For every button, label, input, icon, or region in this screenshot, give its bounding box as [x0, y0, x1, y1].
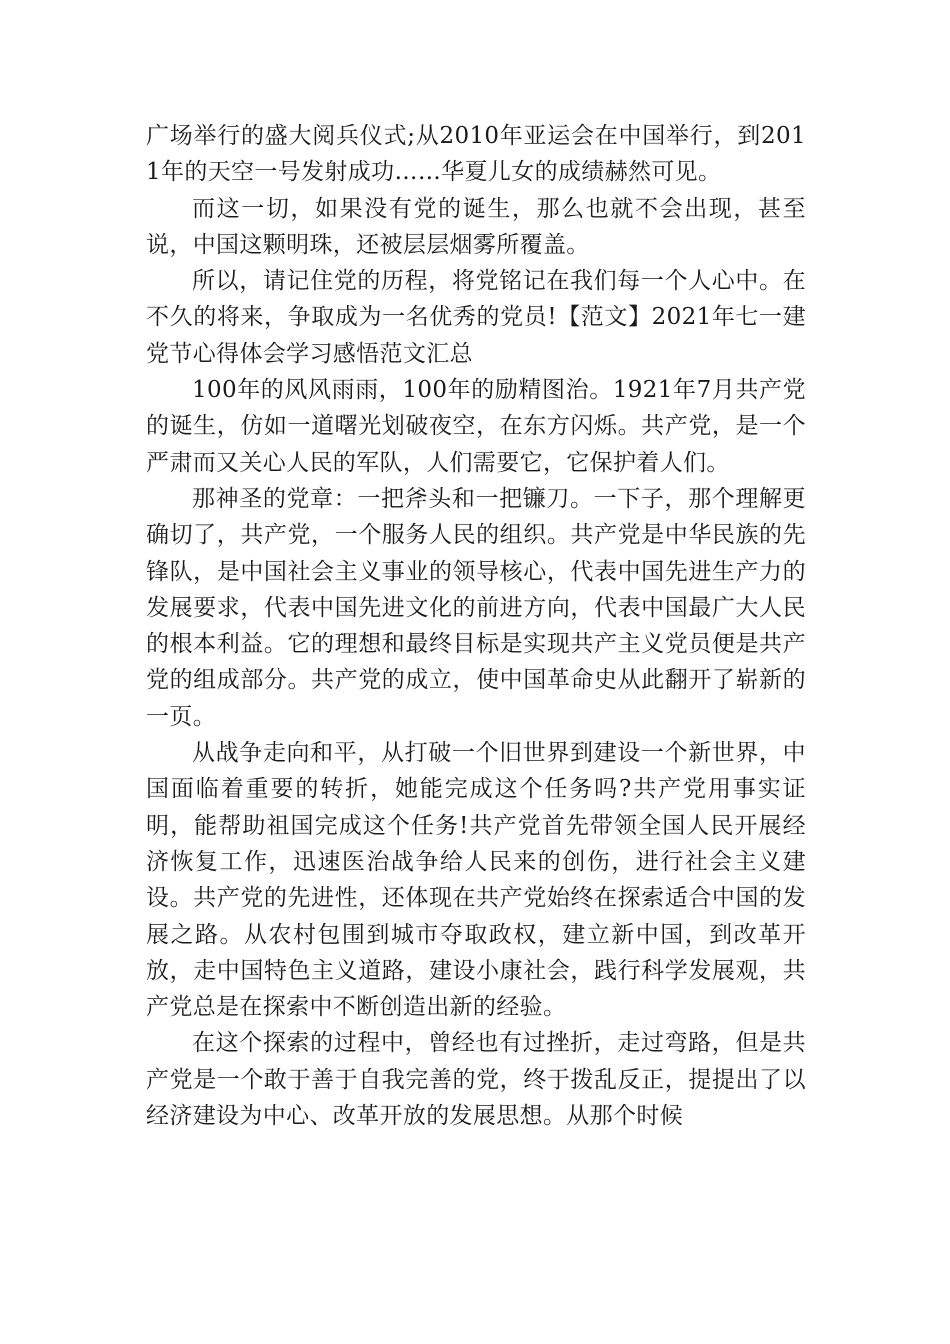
document-page [146, 118, 806, 1134]
paragraph-2: 而这一切，如果没有党的诞生，那么也就不会出现，甚至说，中国这颗明珠，还被层层烟雾所覆盖。 [146, 195, 806, 258]
paragraph-3: 所以，请记住党的历程，将党铭记在我们每一个人心中。在不久的将来，争取成为一名优秀的党员!【范文】2021年七一建党节心得体会学习感悟范文汇总 [146, 268, 806, 367]
paragraph-5: 那神圣的党章：一把斧头和一把镰刀。一下子，那个理解更确切了，共产党，一个服务人民的组织。共产党是中华民族的先锋队，是中国社会主义事业的领导核心，代表中国先进生产力的发展要求，代表中国先进文化的前进方向，代表中国最广大人民的根本利益。它的理想和最终目标是实现共产主义党员便是共产党的组成部分。共产党的成立，使中国革命史从此翻开了崭新的一页。 [146, 485, 806, 730]
paragraph-7: 在这个探索的过程中，曾经也有过挫折，走过弯路，但是共产党是一个敢于善于自我完善的党，终于拨乱反正，提提出了以经济建设为中心、改革开放的发展思想。从那个时候 [146, 1030, 806, 1130]
paragraph-1: 广场举行的盛大阅兵仪式;从2010年亚运会在中国举行，到2011年的天空一号发射成功……华夏儿女的成绩赫然可见。 [146, 123, 806, 186]
paragraph-4: 100年的风风雨雨，100年的励精图治。1921年7月共产党的诞生，仿如一道曙光划破夜空，在东方闪烁。共产党，是一个严肃而又关心人民的军队，人们需要它，它保护着人们。 [146, 377, 806, 476]
paragraph-6: 从战争走向和平，从打破一个旧世界到建设一个新世界，中国面临着重要的转折，她能完成这个任务吗?共产党用事实证明，能帮助祖国完成这个任务!共产党首先带领全国人民开展经济恢复工作，迅速医治战争给人民来的创伤，进行社会主义建设。共产党的先进性，还体现在共产党始终在探索适合中国的发展之路。从农村包围到城市夺取政权，建立新中国，到改革开放，走中国特色主义道路，建设小康社会，践行科学发展观，共产党总是在探索中不断创造出新的经验。 [146, 740, 806, 1021]
